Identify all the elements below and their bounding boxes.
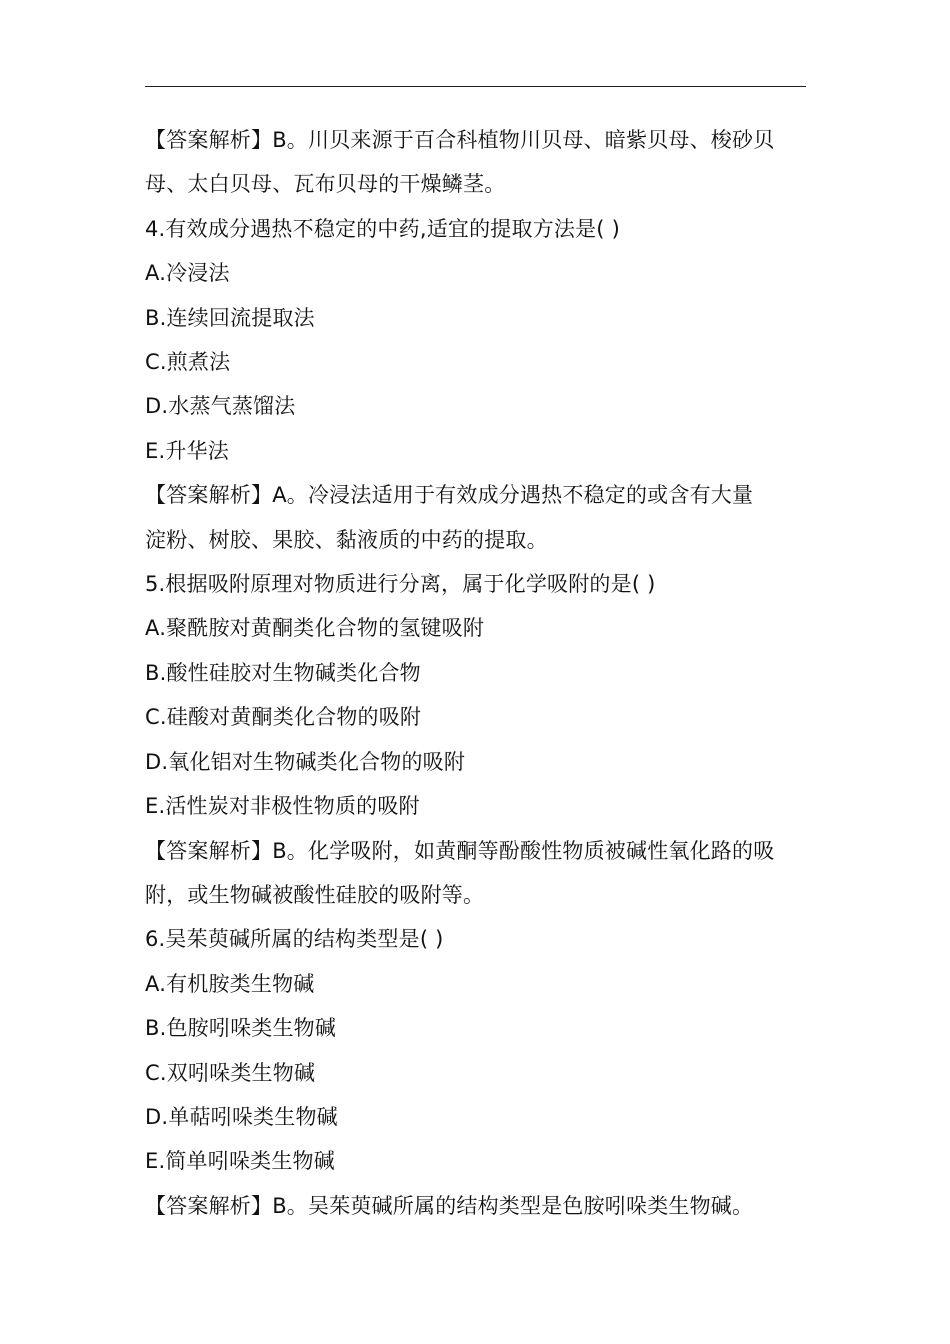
question-6-option-b: B.色胺吲哚类生物碱 [145, 1016, 337, 1041]
answer-explanation-q3-line1: 【答案解析】B。川贝来源于百合科植物川贝母、暗紫贝母、梭砂贝 [145, 128, 775, 152]
question-4-option-a: A.冷浸法 [145, 261, 230, 286]
question-5-option-d: D.氧化铝对生物碱类化合物的吸附 [145, 749, 466, 774]
answer-explanation-q5-line1: 【答案解析】B。化学吸附，如黄酮等酚酸性物质被碱性氧化路的吸 [145, 838, 775, 863]
question-5-option-e: E.活性炭对非极性物质的吸附 [145, 794, 420, 819]
question-4-option-c: C.煎煮法 [145, 350, 231, 375]
question-5-stem: 5.根据吸附原理对物质进行分离，属于化学吸附的是( ) [145, 572, 656, 597]
document-body [145, 118, 810, 1228]
question-4-option-b: B.连续回流提取法 [145, 305, 315, 330]
answer-explanation-q6: 【答案解析】B。吴茱萸碱所属的结构类型是色胺吲哚类生物碱。 [145, 1193, 754, 1218]
answer-explanation-q5-line2: 附，或生物碱被酸性硅胶的吸附等。 [145, 882, 485, 907]
question-4-option-d: D.水蒸气蒸馏法 [145, 394, 296, 419]
question-6-option-d: D.单萜吲哚类生物碱 [145, 1104, 338, 1129]
question-5-option-c: C.硅酸对黄酮类化合物的吸附 [145, 705, 422, 730]
question-6-stem: 6.吴茱萸碱所属的结构类型是( ) [145, 927, 444, 952]
question-6-option-e: E.简单吲哚类生物碱 [145, 1149, 335, 1174]
question-5-option-b: B.酸性硅胶对生物碱类化合物 [145, 660, 421, 685]
question-4-stem: 4.有效成分遇热不稳定的中药,适宜的提取方法是( ) [145, 216, 620, 241]
question-5-option-a: A.聚酰胺对黄酮类化合物的氢键吸附 [145, 616, 485, 641]
question-4-option-e: E.升华法 [145, 438, 229, 463]
answer-explanation-q4-line2: 淀粉、树胶、果胶、黏液质的中药的提取。 [145, 527, 548, 552]
answer-explanation-q4-line1: 【答案解析】A。冷浸法适用于有效成分遇热不稳定的或含有大量 [145, 483, 754, 508]
question-6-option-c: C.双吲哚类生物碱 [145, 1060, 316, 1085]
header-rule [145, 86, 806, 87]
question-6-option-a: A.有机胺类生物碱 [145, 971, 315, 996]
answer-explanation-q3-line2: 母、太白贝母、瓦布贝母的干燥鳞茎。 [145, 172, 506, 197]
